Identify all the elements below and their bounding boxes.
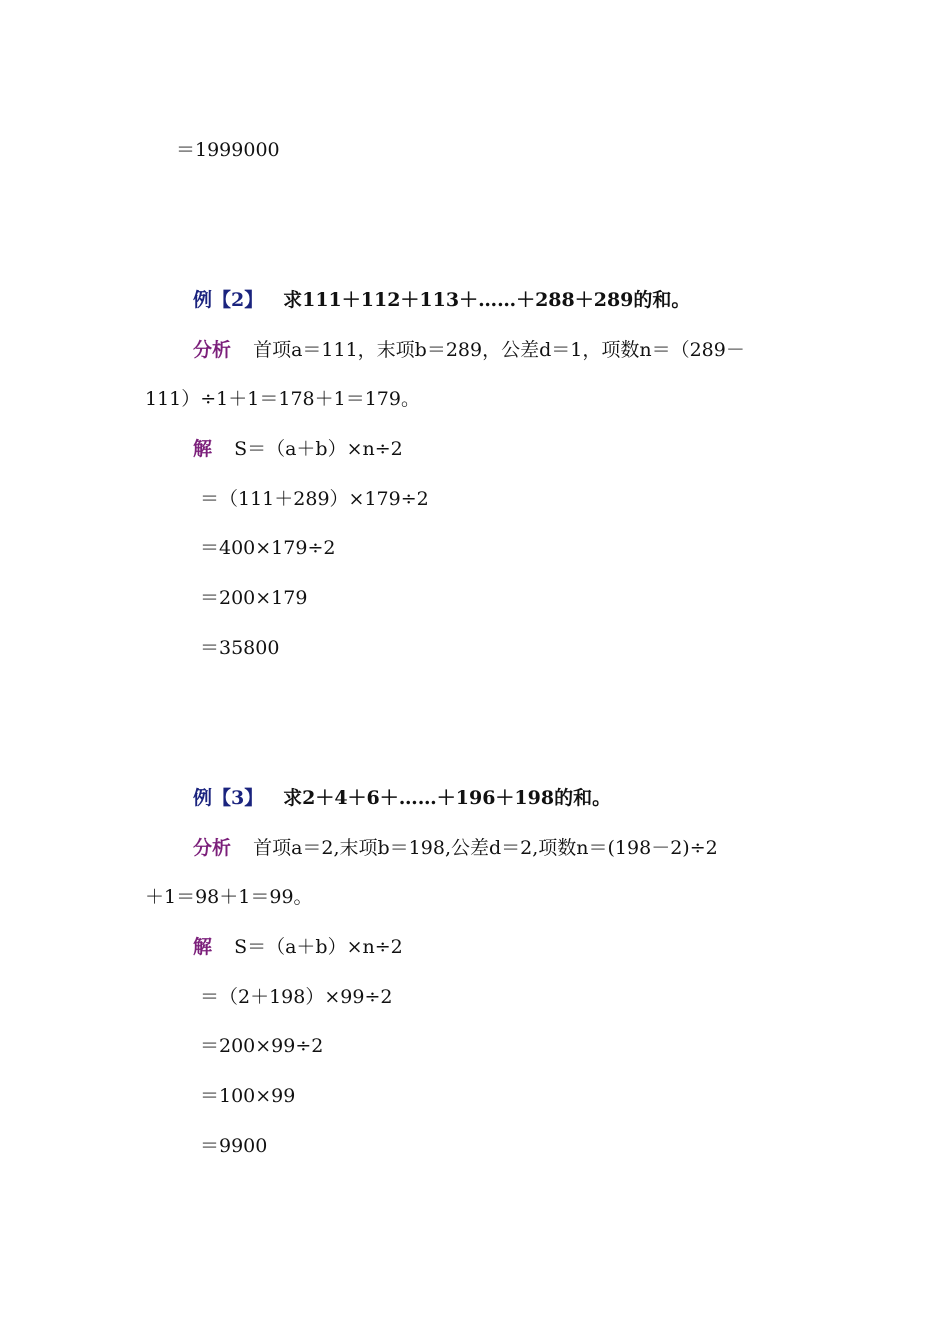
top-result: ＝1999000	[176, 139, 280, 161]
example-2-solution-label: 解	[193, 438, 213, 460]
example-3-solution-line1: S＝（a＋b）×n÷2	[234, 936, 403, 958]
example-2-step-4: ＝35800	[200, 637, 280, 659]
example-2-question: 求111＋112＋113＋……＋288＋289的和。	[283, 289, 691, 311]
example-2-step-2: ＝400×179÷2	[200, 537, 336, 559]
example-2-solution-line1: S＝（a＋b）×n÷2	[234, 438, 403, 460]
example-3-title	[193, 786, 611, 810]
example-3-solution-label: 解	[193, 936, 213, 958]
example-3-question: 求2＋4＋6＋……＋196＋198的和。	[283, 787, 612, 809]
example-2-solution	[193, 437, 403, 461]
example-2-tag: 例【2】	[193, 289, 264, 311]
example-2-title	[193, 288, 690, 312]
example-3-step-2: ＝200×99÷2	[200, 1035, 324, 1057]
example-3-step-3: ＝100×99	[200, 1085, 296, 1107]
example-3-analysis-line2: ＋1＝98＋1＝99。	[145, 886, 313, 908]
example-3-step-1: ＝（2＋198）×99÷2	[200, 986, 393, 1008]
example-3-analysis	[193, 836, 718, 860]
example-3-tag: 例【3】	[193, 787, 264, 809]
example-2-analysis-line1: 首项a＝111，末项b＝289，公差d＝1，项数n＝（289－	[253, 339, 745, 361]
example-2-analysis-line2: 111）÷1＋1＝178＋1＝179。	[145, 388, 420, 410]
example-2-analysis	[193, 338, 745, 362]
example-2-analysis-label: 分析	[193, 339, 232, 361]
example-3-solution	[193, 935, 403, 959]
example-3-analysis-label: 分析	[193, 837, 232, 859]
example-2-step-1: ＝（111＋289）×179÷2	[200, 488, 429, 510]
example-2-step-3: ＝200×179	[200, 587, 308, 609]
example-3-analysis-line1: 首项a＝2,末项b＝198,公差d＝2,项数n＝(198－2)÷2	[253, 837, 718, 859]
example-3-step-4: ＝9900	[200, 1135, 268, 1157]
